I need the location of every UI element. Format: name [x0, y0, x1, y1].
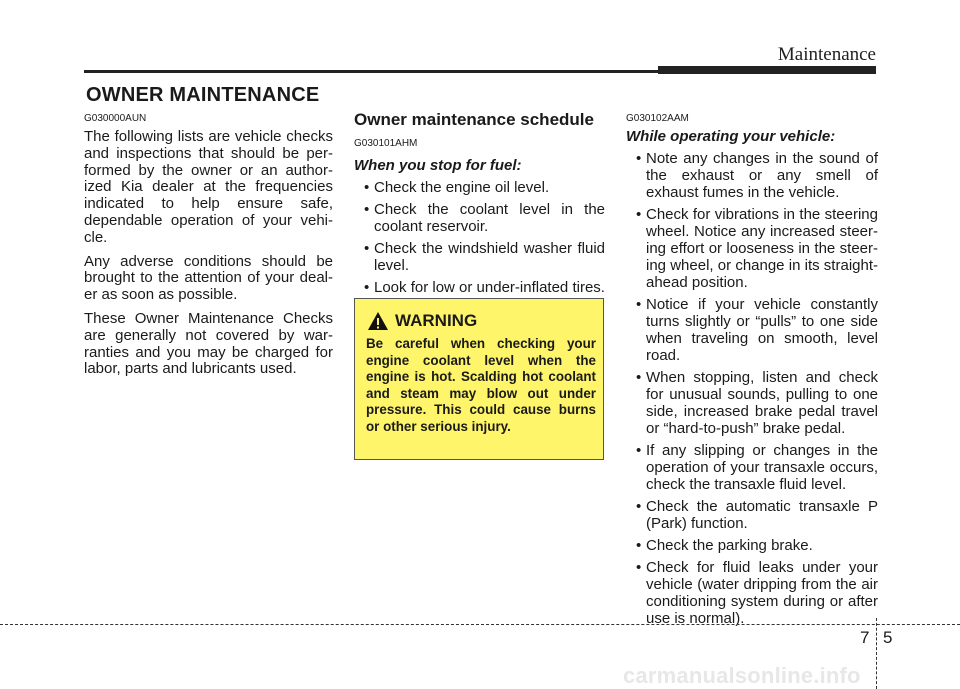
section-code: G030102AAM: [626, 113, 689, 124]
warning-text: Be careful when checking your engine coolant level when the engine is hot. Scalding hot coolant and steam may blow out under pressure. This could cause burns or other serious injury.: [366, 336, 596, 434]
operating-subheading: While operating your vehicle:: [626, 128, 836, 145]
list-item: • Check the automatic transaxle P (Park) function.: [626, 498, 878, 532]
list-item: • Check the engine oil level.: [354, 179, 605, 196]
middle-column: [354, 110, 605, 301]
warning-title: WARNING: [395, 311, 478, 330]
warning-triangle-icon: [367, 311, 389, 331]
list-item: • Check the parking brake.: [626, 537, 878, 554]
list-item: • If any slipping or changes in the operation of your transaxle occurs, check the transaxle fluid level.: [626, 442, 878, 493]
schedule-heading: Owner maintenance schedule: [354, 110, 594, 129]
list-item: • Check for fluid leaks under your vehicle (water dripping from the air conditioning system during or after use is normal).: [626, 559, 878, 627]
footer-rule: [0, 624, 960, 625]
list-item: • When stopping, listen and check for unusual sounds, pulling to one side, increased brake pedal travel or “hard-to-push” brake pedal.: [626, 369, 878, 437]
paragraph: These Owner Maintenance Checks are generally not covered by war-ranties and you may be charged for labor, parts and lubricants used.: [84, 309, 333, 378]
page-number: 5: [883, 628, 893, 647]
list-item: • Notice if your vehicle constantly turns slightly or “pulls” to one side when traveling on smooth, level road.: [626, 296, 878, 364]
footer-divider: [876, 618, 877, 689]
section-code: G030000AUN: [84, 113, 147, 124]
list-item: • Check for vibrations in the steering wheel. Notice any increased steer-ing effort or looseness in the steer-ing wheel, or change in its straight-ahead position.: [626, 206, 878, 291]
warning-header: [367, 311, 477, 331]
fuel-stop-list: [354, 179, 605, 296]
chapter-number: 7: [860, 628, 870, 647]
list-item: • Note any changes in the sound of the exhaust or any smell of exhaust fumes in the vehicle.: [626, 150, 878, 201]
fuel-stop-subheading: When you stop for fuel:: [354, 157, 522, 174]
section-heading: OWNER MAINTENANCE: [86, 84, 320, 106]
list-item: • Look for low or under-inflated tires.: [354, 279, 605, 296]
paragraph: Any adverse conditions should be brought to the attention of your deal-er as soon as possible.: [84, 252, 333, 304]
warning-box: [354, 298, 604, 460]
chapter-title: Maintenance: [777, 44, 876, 65]
section-code: G030101AHM: [354, 138, 418, 149]
list-item: • Check the windshield washer fluid level.: [354, 240, 605, 274]
left-column: [84, 113, 333, 385]
watermark: carmanualsonline.info: [623, 663, 861, 688]
header-tab-bar: [658, 66, 876, 74]
operating-list: [626, 150, 878, 627]
paragraph: The following lists are vehicle checks and inspections that should be per-formed by the owner or an author-ized Kia dealer at the frequencies indicated to help ensure safe, dependable operation of your vehi-cle.: [84, 128, 333, 246]
list-item: • Check the coolant level in the coolant reservoir.: [354, 201, 605, 235]
right-column: [626, 113, 878, 632]
